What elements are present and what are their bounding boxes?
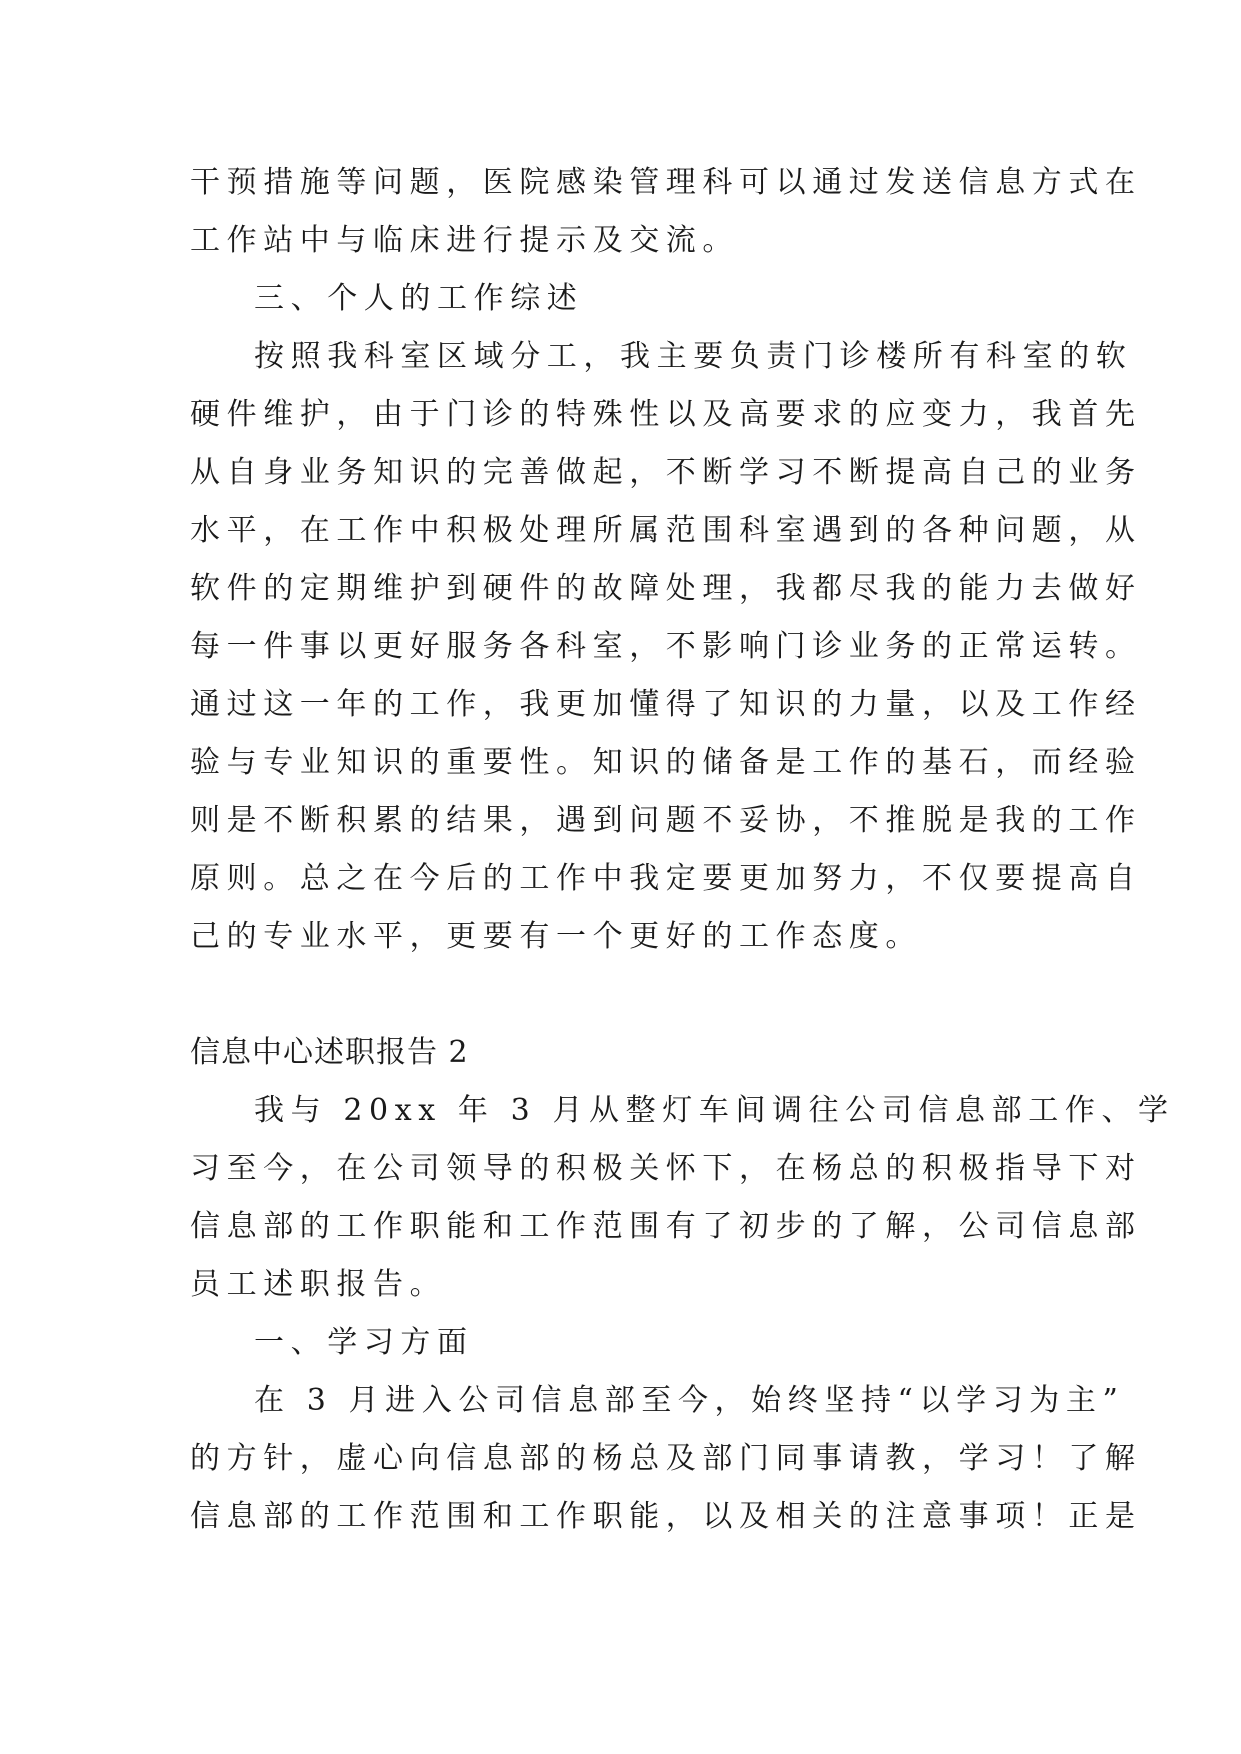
paragraph-line: 水平，在工作中积极处理所属范围科室遇到的各种问题，从	[190, 513, 1142, 548]
paragraph-line: 按照我科室区域分工，我主要负责门诊楼所有科室的软	[254, 339, 1133, 374]
paragraph-line: 干预措施等问题，医院感染管理科可以通过发送信息方式在	[190, 165, 1142, 200]
paragraph-line: 软件的定期维护到硬件的故障处理，我都尽我的能力去做好	[190, 571, 1142, 606]
paragraph-line: 己的专业水平，更要有一个更好的工作态度。	[190, 919, 922, 954]
section-heading: 一、学习方面	[254, 1325, 474, 1360]
paragraph-line: 工作站中与临床进行提示及交流。	[190, 223, 739, 258]
paragraph-line: 原则。总之在今后的工作中我定要更加努力，不仅要提高自	[190, 861, 1142, 896]
paragraph-line: 员工述职报告。	[190, 1267, 447, 1302]
paragraph-line: 在 3 月进入公司信息部至今，始终坚持“以学习为主”	[254, 1383, 1125, 1418]
document-title: 信息中心述职报告 2	[190, 1035, 469, 1070]
paragraph-line: 的方针，虚心向信息部的杨总及部门同事请教，学习！了解	[190, 1441, 1142, 1476]
section-heading: 三、个人的工作综述	[254, 281, 584, 316]
paragraph-line: 信息部的工作范围和工作职能，以及相关的注意事项！正是	[190, 1499, 1142, 1534]
paragraph-line: 每一件事以更好服务各科室，不影响门诊业务的正常运转。	[190, 629, 1142, 664]
paragraph-line: 我与 20xx 年 3 月从整灯车间调往公司信息部工作、学	[254, 1093, 1175, 1128]
paragraph-line: 硬件维护，由于门诊的特殊性以及高要求的应变力，我首先	[190, 397, 1142, 432]
paragraph-line: 验与专业知识的重要性。知识的储备是工作的基石，而经验	[190, 745, 1142, 780]
paragraph-line: 习至今，在公司领导的积极关怀下，在杨总的积极指导下对	[190, 1151, 1142, 1186]
paragraph-line: 通过这一年的工作，我更加懂得了知识的力量，以及工作经	[190, 687, 1142, 722]
paragraph-line: 从自身业务知识的完善做起，不断学习不断提高自己的业务	[190, 455, 1142, 490]
paragraph-line: 则是不断积累的结果，遇到问题不妥协，不推脱是我的工作	[190, 803, 1142, 838]
paragraph-line: 信息部的工作职能和工作范围有了初步的了解，公司信息部	[190, 1209, 1142, 1244]
